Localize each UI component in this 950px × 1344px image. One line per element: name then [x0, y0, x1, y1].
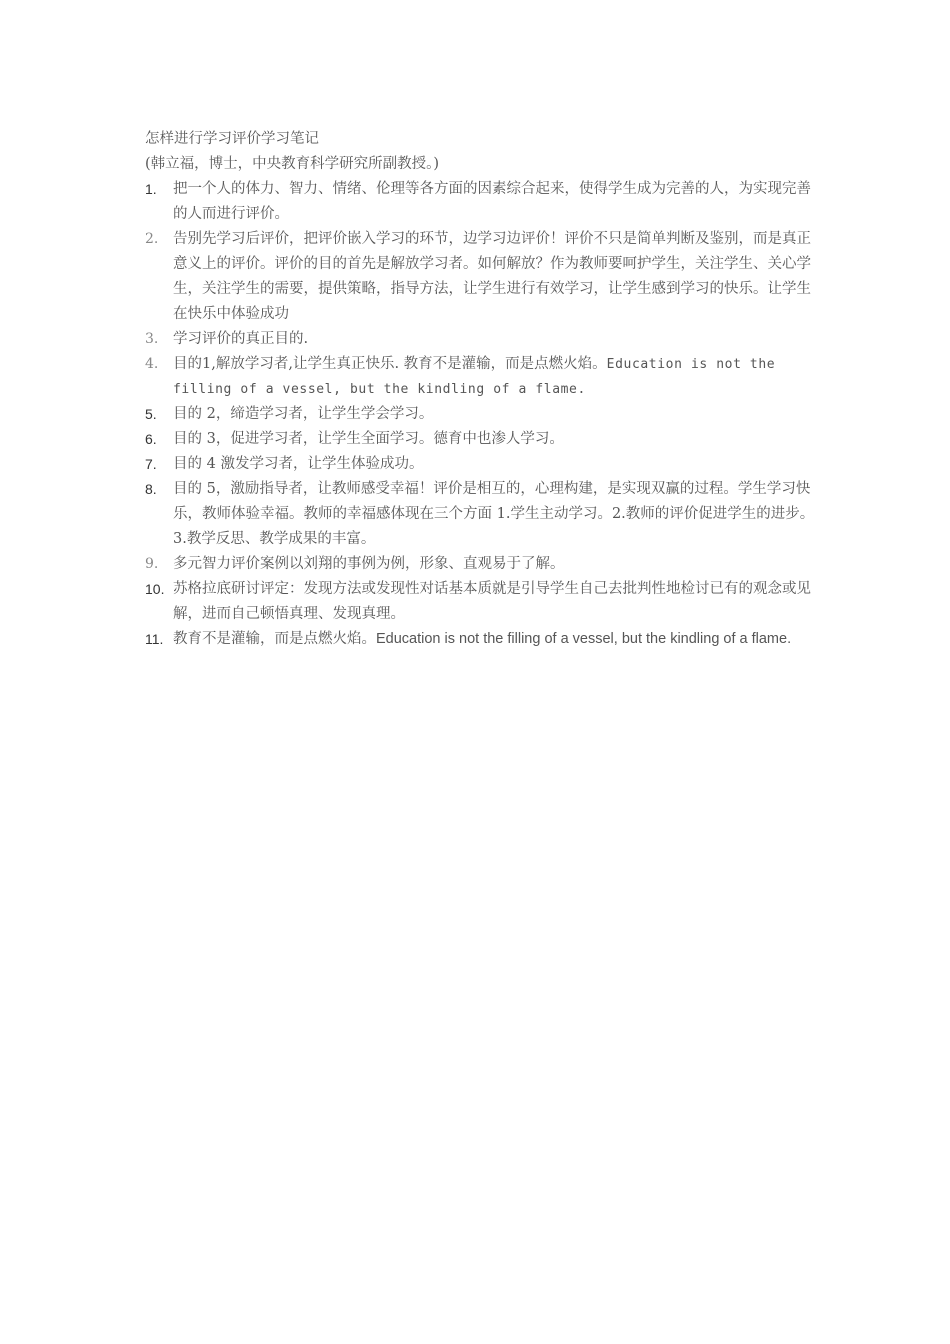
item-text: 把一个人的体力、智力、情绪、伦理等各方面的因素综合起来，使得学生成为完善的人，为实现完善的人而进行评价。 [173, 181, 811, 222]
item-number: 5. [145, 406, 157, 422]
list-item [145, 452, 825, 477]
list-item [145, 402, 825, 427]
item-text: 苏格拉底研讨评定：发现方法或发现性对话基本质就是引导学生自己去批判性地检讨已有的观念或见解，进而自己顿悟真理、发现真理。 [173, 581, 811, 622]
item-number: 4. [145, 356, 159, 372]
item-number: 8. [145, 481, 157, 497]
document-subtitle: (韩立福，博士，中央教育科学研究所副教授。) [145, 156, 440, 172]
item-text: 目的 5，激励指导者，让教师感受幸福！评价是相互的，心理构建，是实现双赢的过程。学生学习快乐，教师体验幸福。教师的幸福感体现在三个方面 1.学生主动学习。2.教师的评价促进学生的进步。3.教学反思、教学成果的丰富。 [173, 481, 815, 547]
item-text: 学习评价的真正目的. [173, 331, 309, 347]
list-item [145, 227, 825, 327]
list-item [145, 477, 825, 552]
item-number: 9. [145, 556, 159, 572]
item-number: 10. [145, 581, 165, 597]
notes-list [145, 177, 825, 652]
item-text-en: Education is not the filling of a vessel, but the kindling of a flame. [376, 631, 792, 647]
item-text-cn: 目的1,解放学习者,让学生真正快乐. 教育不是灌输，而是点燃火焰。 [173, 356, 607, 372]
item-number: 7. [145, 456, 157, 472]
list-item [145, 627, 825, 652]
list-item [145, 177, 825, 227]
item-text: 目的 2，缔造学习者，让学生学会学习。 [173, 406, 434, 422]
list-item [145, 552, 825, 577]
item-text-cn: 教育不是灌输，而是点燃火焰。 [173, 631, 376, 647]
item-text: 目的 3，促进学习者，让学生全面学习。德育中也渗人学习。 [173, 431, 564, 447]
list-item [145, 327, 825, 352]
item-text: 多元智力评价案例以刘翔的事例为例，形象、直观易于了解。 [173, 556, 565, 572]
item-number: 1. [145, 181, 157, 197]
item-number: 11. [145, 631, 164, 647]
list-item [145, 352, 825, 402]
list-item [145, 427, 825, 452]
item-text: 告别先学习后评价，把评价嵌入学习的环节，边学习边评价！评价不只是简单判断及鉴别，而是真正意义上的评价。评价的目的首先是解放学习者。如何解放？作为教师要呵护学生，关注学生、关心学生，关注学生的需要，提供策略，指导方法，让学生进行有效学习，让学生感到学习的快乐。让学生在快乐中体验成功 [173, 231, 811, 322]
item-number: 6. [145, 431, 157, 447]
item-number: 2. [145, 231, 159, 247]
document-title: 怎样进行学习评价学习笔记 [145, 131, 319, 147]
document-body [145, 127, 825, 652]
item-number: 3. [145, 331, 159, 347]
item-text: 目的 4 激发学习者，让学生体验成功。 [173, 456, 424, 472]
item-text-en: Education is not the filling of a vessel, but the kindling of a flame. [173, 357, 776, 397]
list-item [145, 577, 825, 627]
